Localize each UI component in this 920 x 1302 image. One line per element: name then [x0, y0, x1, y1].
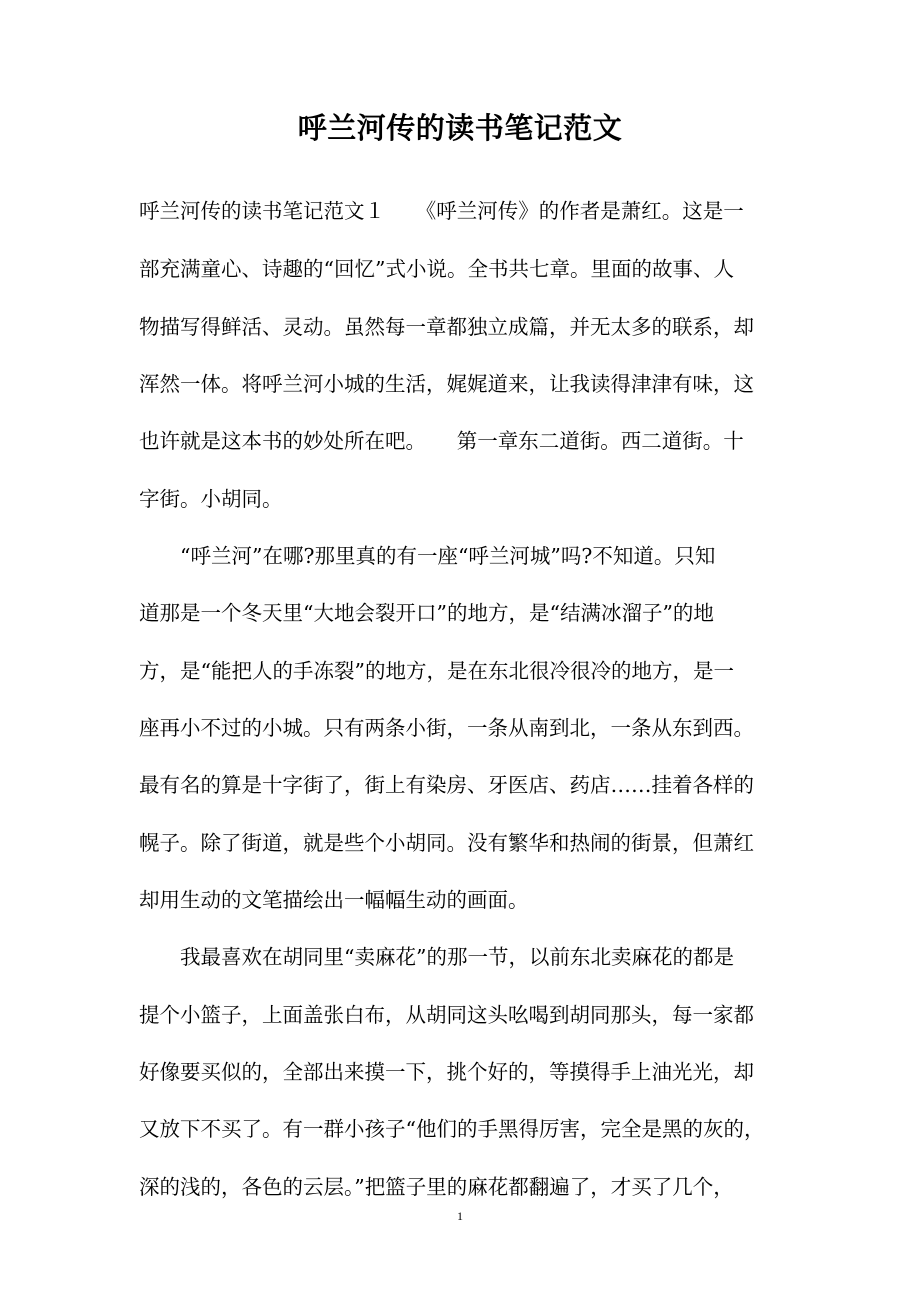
page-number: 1: [457, 1209, 463, 1223]
body-line: 好像要买似的，全部出来摸一下，挑个好的，等摸得手上油光光，却: [139, 1060, 754, 1084]
body-line: 浑然一体。将呼兰河小城的生活，娓娓道来，让我读得津津有味，这: [139, 372, 754, 396]
body-line: 提个小篮子，上面盖张白布，从胡同这头吆喝到胡同那头，每一家都: [139, 1003, 754, 1027]
body-line: “呼兰河”在哪?那里真的有一座“呼兰河城”吗?不知道。只知: [139, 544, 716, 568]
body-line: 物描写得鲜活、灵动。虽然每一章都独立成篇，并无太多的联系，却: [139, 315, 754, 339]
body-line: 幌子。除了街道，就是些个小胡同。没有繁华和热闹的街景，但萧红: [139, 831, 754, 855]
body-line: 却用生动的文笔描绘出一幅幅生动的画面。: [139, 888, 529, 912]
body-line: 方，是“能把人的手冻裂”的地方，是在东北很冷很冷的地方，是一: [139, 659, 734, 683]
document-title: 呼兰河传的读书笔记范文: [297, 111, 623, 145]
body-line: 又放下不买了。有一群小孩子“他们的手黑得厉害，完全是黑的灰的，: [139, 1117, 765, 1141]
body-line: 呼兰河传的读书笔记范文１ 《呼兰河传》的作者是萧红。这是一: [139, 199, 744, 223]
body-line: 也许就是这本书的妙处所在吧。 第一章东二道街。西二道街。十: [139, 429, 744, 453]
body-line: 座再小不过的小城。只有两条小街，一条从南到北，一条从东到西。: [139, 716, 754, 740]
body-line: 我最喜欢在胡同里“卖麻花”的那一节，以前东北卖麻花的都是: [139, 945, 734, 969]
body-line: 深的浅的，各色的云层。”把篮子里的麻花都翻遍了，才买了几个，: [139, 1175, 734, 1199]
body-line: 部充满童心、诗趣的“回忆”式小说。全书共七章。里面的故事、人: [139, 257, 734, 281]
body-line: 道那是一个冬天里“大地会裂开口”的地方，是“结满冰溜子”的地: [139, 601, 714, 625]
body-line: 字街。小胡同。: [139, 487, 283, 511]
body-line: 最有名的算是十字街了，街上有染房、牙医店、药店……挂着各样的: [139, 773, 754, 797]
